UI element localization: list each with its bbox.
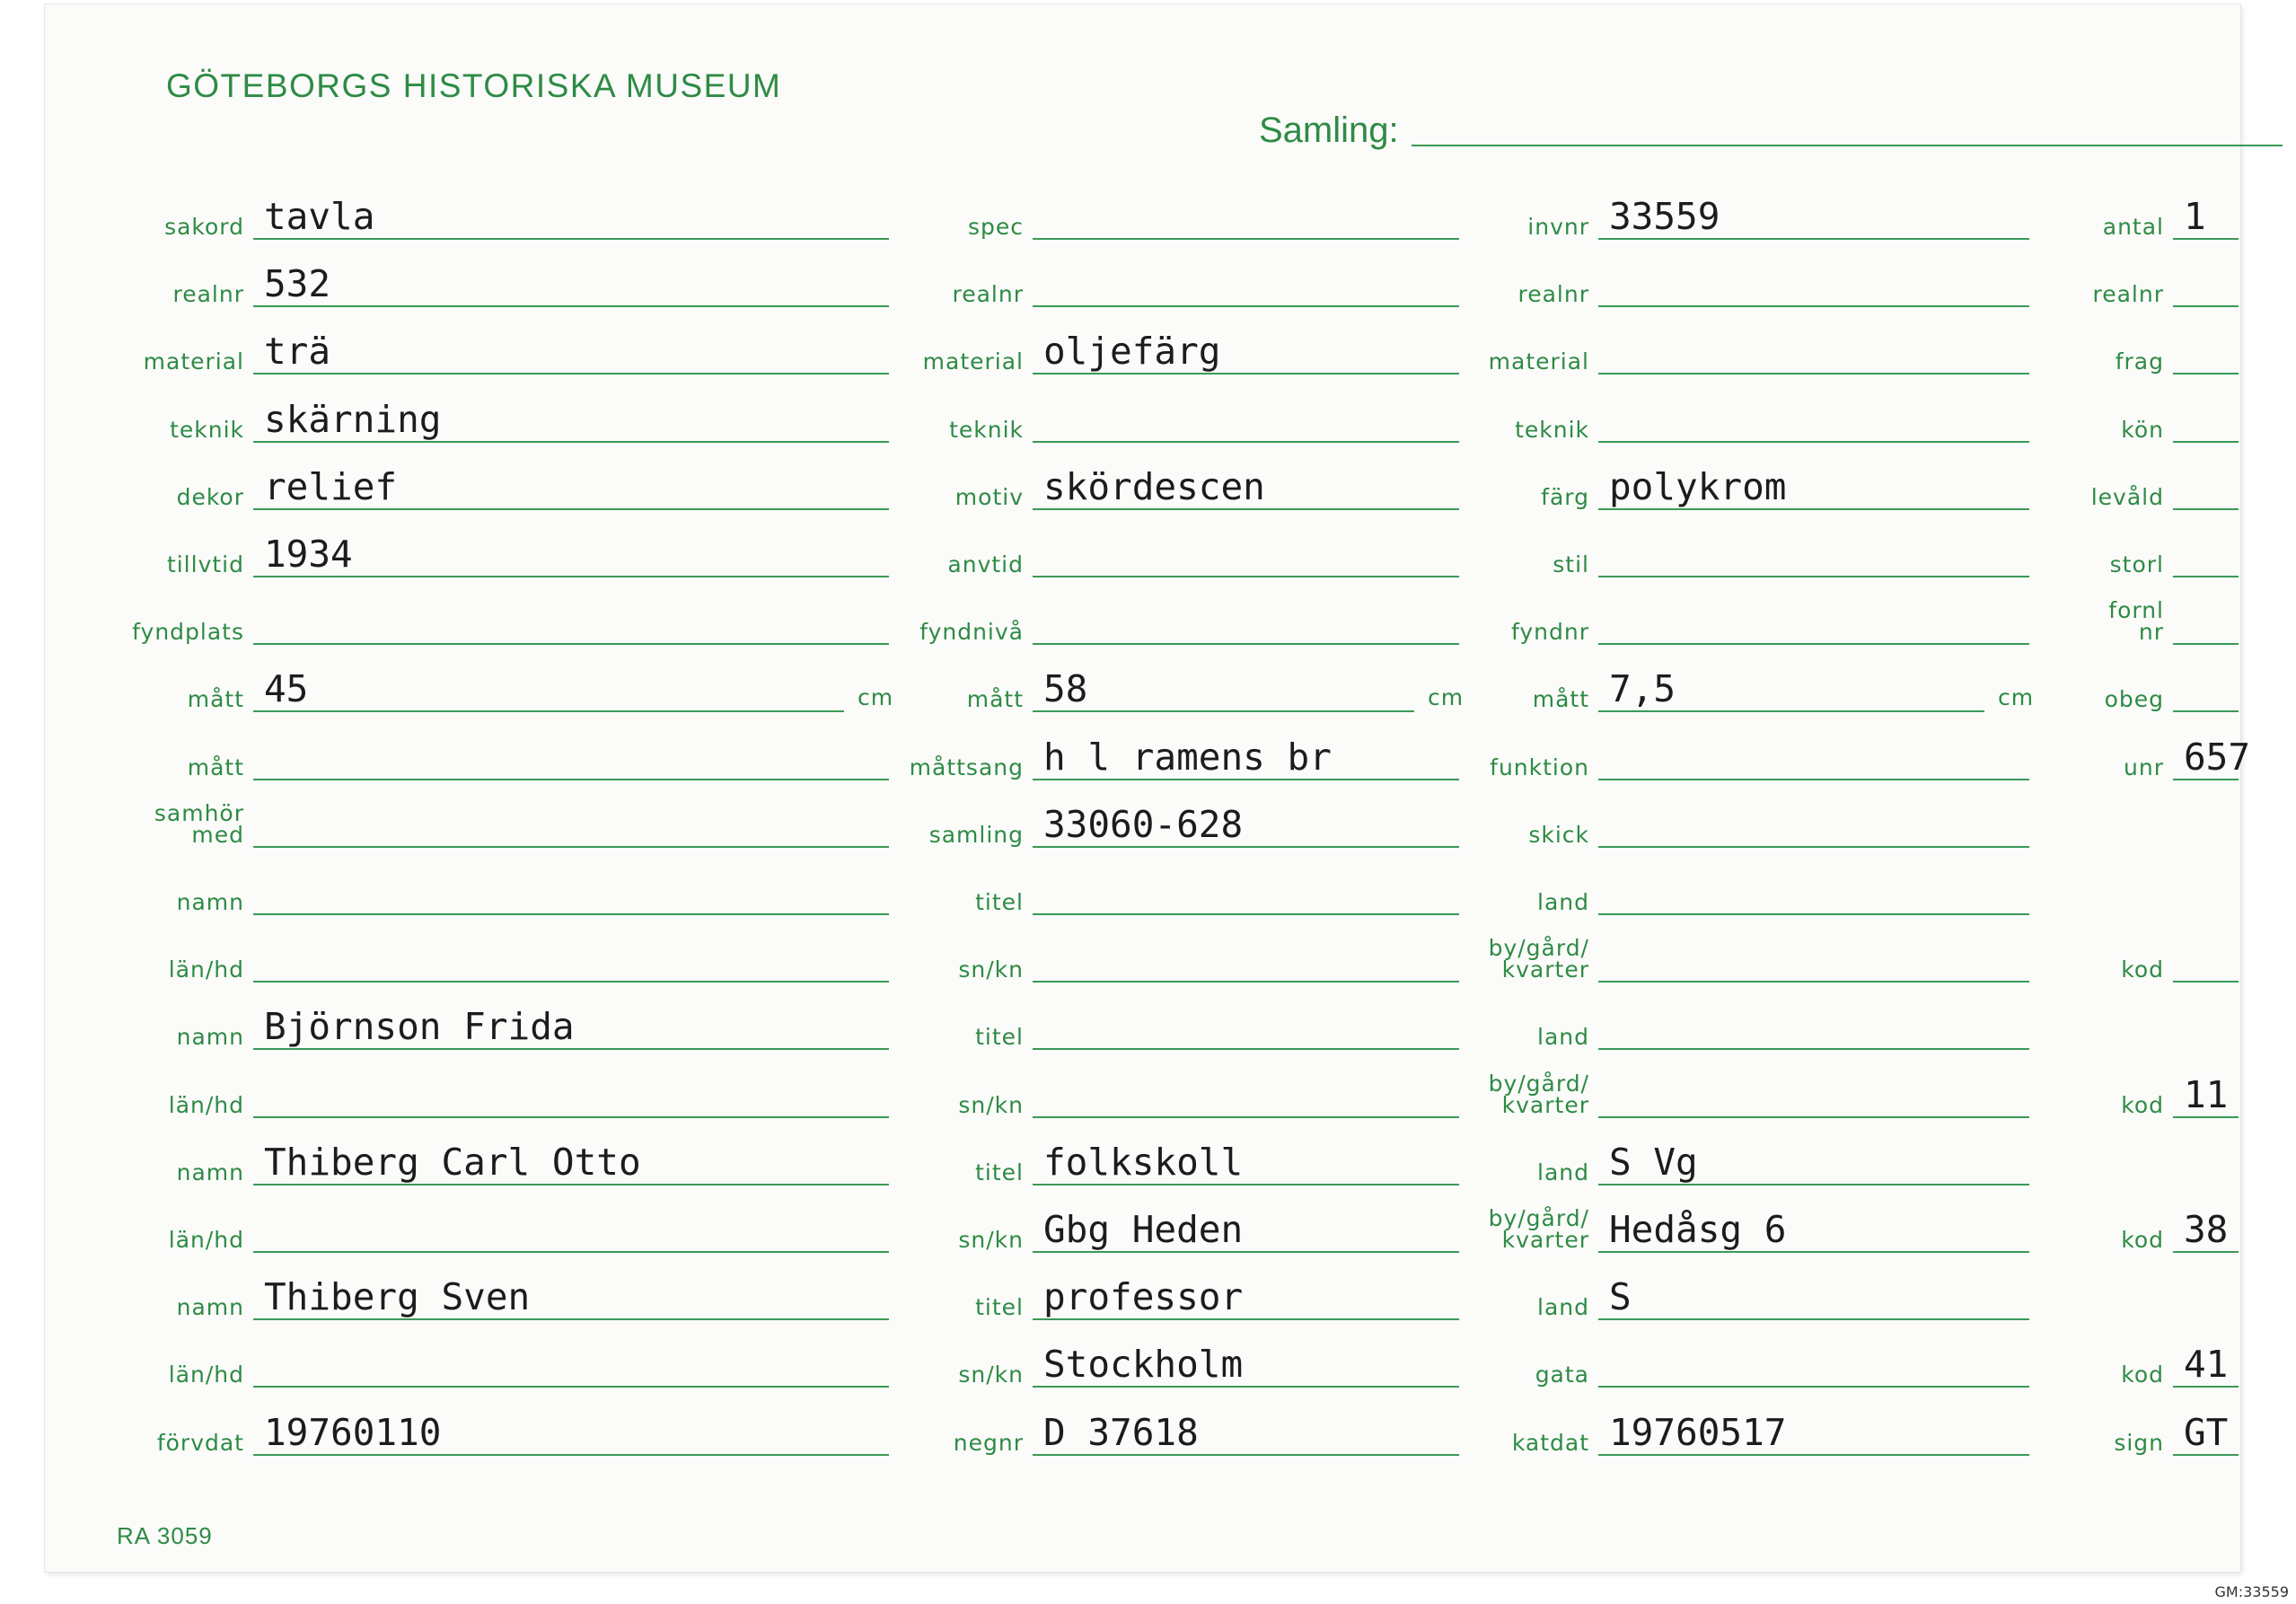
field-label: namn [176, 1159, 244, 1185]
field-line [1598, 846, 2029, 848]
field-label: motiv [954, 483, 1024, 510]
unit-label: cm [1428, 684, 1465, 711]
field-line [1598, 1184, 2029, 1185]
field-value: 1 [2184, 195, 2206, 238]
field-cell [45, 734, 2251, 788]
field-label: levåld [2090, 483, 2164, 510]
field-value: 45 [264, 667, 309, 711]
field-label: mått [187, 686, 244, 713]
field-label: titel [975, 889, 1024, 915]
field-label: fornl nr [2108, 597, 2164, 646]
field-value: oljefärg [1043, 330, 1221, 374]
field-label: färg [1541, 483, 1589, 510]
field-value: relief [264, 464, 398, 508]
field-label: måttsang [909, 754, 1024, 780]
field-cell [45, 1139, 2240, 1193]
field-cell [45, 1206, 2240, 1260]
field-value: 19760110 [264, 1410, 442, 1454]
field-label: titel [975, 1294, 1024, 1321]
field-label: antal [2102, 214, 2164, 240]
field-line [2173, 1386, 2239, 1388]
field-value: 19760517 [1609, 1410, 1787, 1454]
field-value: 1934 [264, 533, 353, 576]
field-label: titel [975, 1159, 1024, 1185]
field-label: län/hd [168, 1091, 244, 1118]
field-label: mått [187, 754, 244, 780]
field-value: 532 [264, 262, 331, 306]
field-label: land [1537, 1159, 1589, 1185]
field-value: 33060-628 [1043, 802, 1244, 846]
field-value: Stockholm [1043, 1343, 1244, 1387]
field-value: 11 [2184, 1072, 2229, 1116]
field-label: katdat [1511, 1429, 1589, 1456]
field-cell [45, 665, 2240, 719]
field-line [2173, 305, 2239, 307]
field-value: trä [264, 330, 331, 374]
field-label: invnr [1527, 214, 1589, 240]
field-label: by/gård/ kvarter [1488, 935, 1589, 983]
field-value: skärning [264, 397, 442, 441]
form-id: RA 3059 [117, 1522, 213, 1549]
unit-label: cm [858, 684, 894, 711]
field-label: län/hd [168, 1362, 244, 1388]
field-label: mått [966, 686, 1024, 713]
field-label: realnr [172, 281, 244, 308]
field-cell [45, 868, 2240, 922]
field-line [1598, 1318, 2029, 1320]
field-cell [45, 1409, 2240, 1463]
field-label: fyndnivå [919, 619, 1024, 646]
field-value: Thiberg Carl Otto [264, 1140, 641, 1184]
field-label: kod [2121, 1362, 2164, 1388]
samling-field [1259, 110, 2283, 164]
field-label: land [1537, 889, 1589, 915]
field-label: kod [2121, 1227, 2164, 1253]
field-cell [45, 936, 2240, 990]
unit-label: cm [1998, 684, 2035, 711]
field-label: storl [2109, 551, 2164, 577]
field-cell [45, 396, 2240, 450]
samling-label: Samling: [1259, 110, 1399, 150]
field-line [2173, 508, 2239, 510]
field-line [2173, 1251, 2239, 1253]
field-label: sn/kn [958, 956, 1024, 983]
field-value: GT [2184, 1410, 2229, 1454]
field-cell [45, 531, 2240, 585]
field-value: professor [1043, 1275, 1244, 1319]
field-label: namn [176, 889, 244, 915]
field-label: kön [2121, 416, 2164, 443]
field-value: S [1609, 1275, 1632, 1319]
field-label: by/gård/ kvarter [1488, 1205, 1589, 1253]
field-cell [45, 1003, 2240, 1057]
field-line [2173, 441, 2239, 443]
field-label: sakord [164, 214, 244, 240]
field-label: frag [2115, 348, 2164, 375]
field-cell [45, 1274, 2240, 1327]
field-cell [45, 801, 2240, 855]
field-label: län/hd [168, 956, 244, 983]
field-value: Thiberg Sven [264, 1275, 531, 1319]
field-line [2173, 1454, 2239, 1456]
field-value: 657 [2184, 735, 2251, 779]
field-label: realnr [952, 281, 1024, 308]
field-line [2173, 576, 2239, 577]
field-value: S Vg [1609, 1140, 1698, 1184]
field-line [2173, 779, 2239, 780]
field-label: fyndplats [132, 619, 244, 646]
field-label: material [922, 348, 1024, 375]
field-label: namn [176, 1294, 244, 1321]
field-value: 58 [1043, 667, 1088, 711]
field-label: stil [1553, 551, 1589, 577]
field-label: dekor [176, 483, 244, 510]
field-label: negnr [953, 1429, 1024, 1456]
field-label: titel [975, 1024, 1024, 1051]
field-label: län/hd [168, 1227, 244, 1253]
field-label: sn/kn [958, 1091, 1024, 1118]
field-value: D 37618 [1043, 1410, 1199, 1454]
field-label: material [143, 348, 244, 375]
samling-line [1412, 145, 2283, 146]
field-label: land [1537, 1024, 1589, 1051]
field-value: 41 [2184, 1343, 2229, 1387]
field-label: by/gård/ kvarter [1488, 1070, 1589, 1118]
field-label: teknik [170, 416, 244, 443]
field-line [2173, 1116, 2239, 1118]
field-label: land [1537, 1294, 1589, 1321]
field-cell [45, 463, 2240, 517]
field-label: sign [2114, 1429, 2164, 1456]
field-label: samling [928, 821, 1024, 848]
catalog-card [45, 4, 2251, 1572]
field-label: förvdat [156, 1429, 244, 1456]
field-label: mått [1532, 686, 1589, 713]
field-label: kod [2121, 956, 2164, 983]
field-line [1598, 1048, 2029, 1050]
field-label: realnr [2092, 281, 2164, 308]
field-value: Gbg Heden [1043, 1208, 1244, 1251]
field-value: 7,5 [1609, 667, 1676, 711]
field-label: skick [1528, 821, 1589, 848]
field-line [2173, 238, 2239, 240]
field-label: kod [2121, 1091, 2164, 1118]
field-label: sn/kn [958, 1362, 1024, 1388]
museum-title: GÖTEBORGS HISTORISKA MUSEUM [166, 67, 782, 104]
field-label: namn [176, 1024, 244, 1051]
field-cell [45, 1071, 2240, 1125]
field-label: gata [1535, 1362, 1589, 1388]
field-label: obeg [2104, 686, 2164, 713]
field-line [2173, 981, 2239, 983]
field-line [2173, 373, 2239, 375]
field-label: unr [2124, 754, 2164, 780]
field-label: spec [967, 214, 1024, 240]
field-line [2173, 643, 2239, 645]
field-line [2173, 710, 2239, 712]
field-label: realnr [1517, 281, 1589, 308]
field-label: anvtid [947, 551, 1024, 577]
field-value: polykrom [1609, 464, 1787, 508]
field-cell [45, 598, 2240, 652]
field-label: tillvtid [166, 551, 244, 577]
field-label: fyndnr [1511, 619, 1589, 646]
field-label: teknik [949, 416, 1024, 443]
field-label: sn/kn [958, 1227, 1024, 1253]
field-line [1598, 913, 2029, 915]
field-value: folkskoll [1043, 1140, 1244, 1184]
field-value: h l ramens br [1043, 735, 1332, 779]
field-cell [45, 193, 2240, 247]
field-value: 33559 [1609, 195, 1720, 238]
field-cell [45, 328, 2240, 382]
field-label: funktion [1490, 754, 1589, 780]
field-value: skördescen [1043, 464, 1265, 508]
reference-id: GM:33559 [2214, 1583, 2289, 1600]
field-cell [45, 1341, 2240, 1395]
field-value: Björnson Frida [264, 1005, 575, 1049]
field-cell [45, 260, 2240, 314]
field-value: 38 [2184, 1208, 2229, 1251]
field-label: material [1488, 348, 1589, 375]
field-label: samhör med [154, 799, 244, 848]
field-label: teknik [1515, 416, 1589, 443]
field-value: Hedåsg 6 [1609, 1208, 1787, 1251]
field-value: tavla [264, 195, 375, 238]
